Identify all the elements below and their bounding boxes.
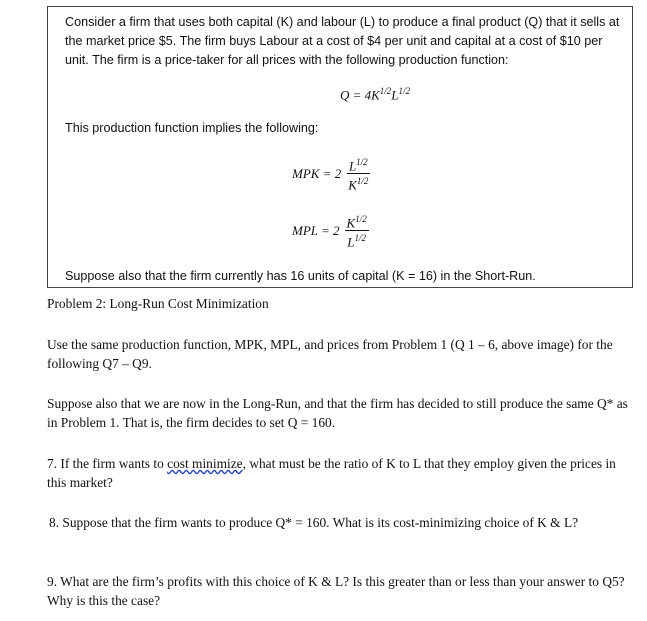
intro-paragraph: Consider a firm that uses both capital (K) and labour (L) to produce a final product (Q) that it sells at the market price $5. The firm buys Labour at a cost of $4 per unit and capital at a cost of $10 per unit. The firm is a price-taker for all prices with the following production function: (65, 15, 620, 67)
implies-text: This production function implies the following: (65, 121, 319, 135)
mpl-equation: MPL = 2 $\frac{K^{1/2}}{L^{1/2}}$ (292, 214, 367, 250)
problem-title: Problem 2: Long-Run Cost Minimization (47, 296, 269, 311)
instructions-paragraph: Use the same production function, MPK, MPL, and prices from Problem 1 (Q 1 – 6, above image) for the following Q7 – Q9. (47, 337, 613, 371)
question-7: 7. If the firm wants to cost minimize, what must be the ratio of K to L that they employ given the prices in this market? (47, 456, 616, 490)
question-9: 9. What are the firm’s profits with this choice of K & L? Is this greater than or less than your answer to Q5? Why is this the case? (47, 574, 625, 608)
question-8: 8. Suppose that the firm wants to produce Q* = 160. What is its cost-minimizing choice of K & L? (49, 515, 579, 530)
production-function: $Q = 4K^{1/2}L^{1/2}$ (339, 86, 411, 103)
spellcheck-underline: cost minimize (167, 456, 243, 471)
mpk-fraction: $\frac{L^{1/2}}{K^{1/2}}$ (348, 157, 369, 193)
mpk-equation: MPK = 2 $\frac{L^{1/2}}{K^{1/2}}$ (292, 157, 369, 193)
mpl-fraction: $\frac{K^{1/2}}{L^{1/2}}$ (346, 214, 367, 250)
long-run-paragraph: Suppose also that we are now in the Long-Run, and that the firm has decided to still produce the same Q* as in Problem 1. That is, the firm decides to set Q = 160. (47, 396, 628, 430)
short-run-text: Suppose also that the firm currently has 16 units of capital (K = 16) in the Short-Run. (65, 269, 536, 283)
problem-1-image-box (47, 6, 633, 288)
